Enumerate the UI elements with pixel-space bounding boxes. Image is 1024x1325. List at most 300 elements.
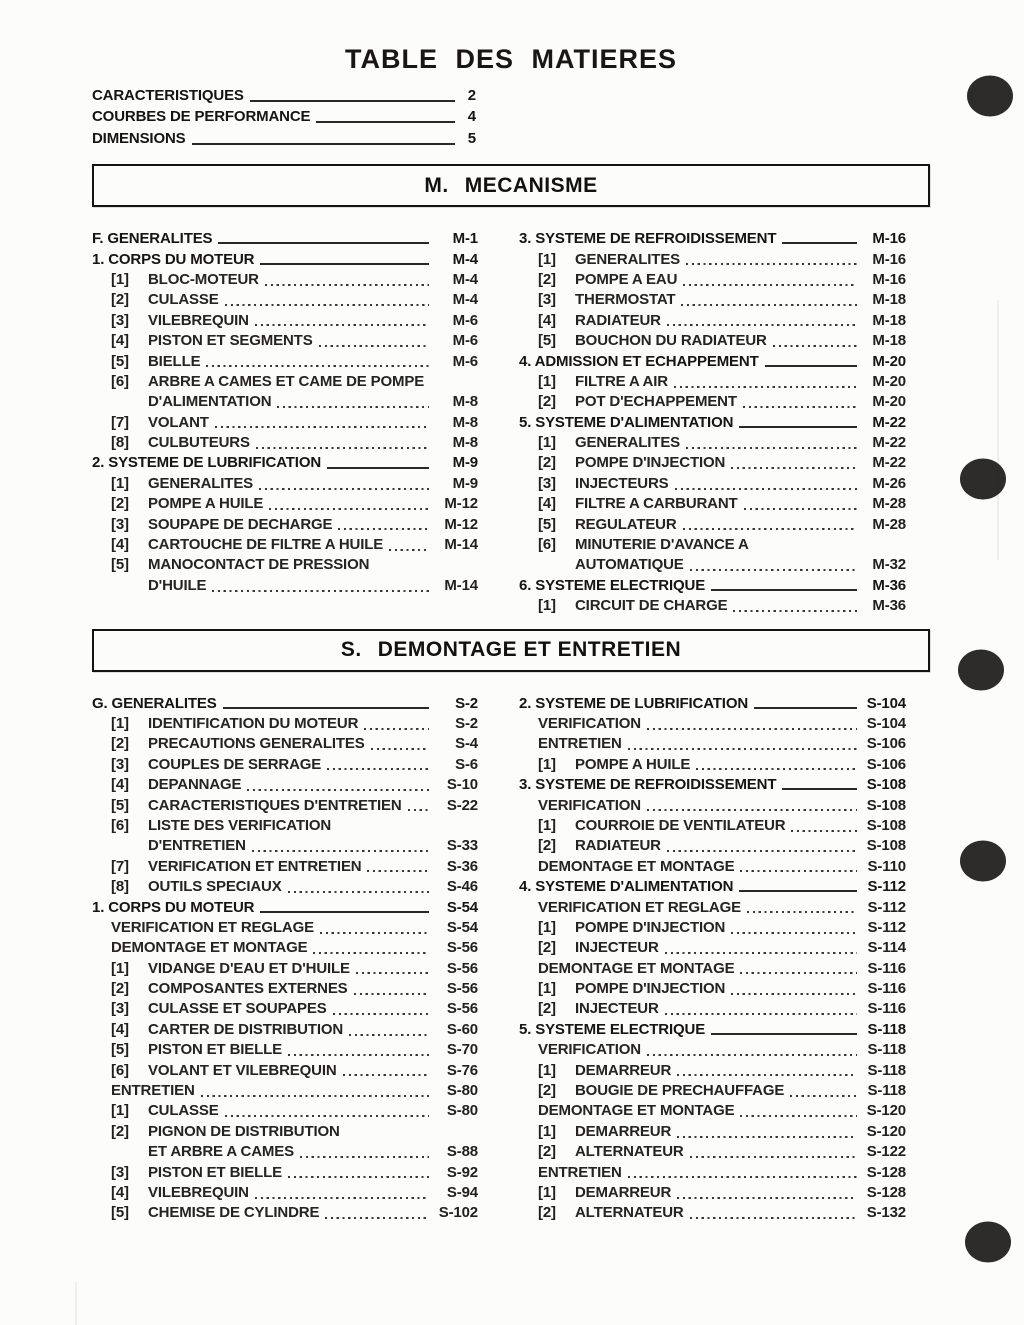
dotted-leader <box>731 454 857 474</box>
dotted-leader <box>389 536 429 556</box>
entry-page-number: M-8 <box>452 413 478 431</box>
entry-page-number: S-102 <box>438 1204 478 1222</box>
entry-page-number: M-28 <box>872 515 906 533</box>
entry-label: CULASSE <box>148 1102 219 1120</box>
scan-artifact <box>997 300 999 560</box>
toc-entry <box>92 878 478 898</box>
toc-entry <box>92 434 478 454</box>
entry-page-number: S-114 <box>867 939 906 957</box>
entry-bracket-number: [1] <box>538 980 556 998</box>
entry-label: VILEBREQUIN <box>148 1183 249 1201</box>
toc-entry <box>92 475 478 495</box>
dotted-leader <box>647 1041 857 1061</box>
entry-bracket-number: [2] <box>111 735 129 753</box>
dotted-leader <box>667 312 857 332</box>
entry-page-number: M-4 <box>452 291 478 309</box>
entry-label: CIRCUIT DE CHARGE <box>575 597 728 615</box>
entry-bracket-number: [3] <box>111 755 129 773</box>
dotted-leader <box>696 756 857 776</box>
entry-label: POMPE D'INJECTION <box>575 454 726 472</box>
entry-page-number: M-36 <box>872 576 906 594</box>
entry-page-number: M-6 <box>452 352 478 370</box>
toc-entry <box>519 414 906 434</box>
entry-page-number: M-8 <box>452 434 478 452</box>
entry-label: ENTRETIEN <box>538 1163 622 1181</box>
entry-bracket-number: [2] <box>538 837 556 855</box>
entry-bracket-number: [4] <box>111 1020 129 1038</box>
toc-entry <box>92 1021 478 1041</box>
dotted-leader <box>690 1143 857 1163</box>
entry-bracket-number: [1] <box>111 714 129 732</box>
entry-label: 6. SYSTEME ELECTRIQUE <box>519 576 706 594</box>
entry-label: 1. CORPS DU MOTEUR <box>92 898 255 916</box>
section-prefix: S. <box>340 638 362 662</box>
entry-bracket-number: [8] <box>111 878 129 896</box>
entry-bracket-number: [1] <box>538 372 556 390</box>
toc-entry <box>92 332 478 352</box>
toc-entry <box>92 373 478 393</box>
dotted-leader <box>733 597 857 617</box>
dotted-leader <box>665 939 857 959</box>
toc-entry <box>519 837 906 857</box>
entry-label: 5. SYSTEME D'ALIMENTATION <box>519 413 734 431</box>
entry-bracket-number: [3] <box>111 515 129 533</box>
entry-bracket-number: [1] <box>111 1102 129 1120</box>
toc-column-right <box>519 695 906 1225</box>
entry-bracket-number: [1] <box>538 918 556 936</box>
dotted-leader <box>408 797 429 817</box>
dotted-leader <box>255 1184 429 1204</box>
entry-label: DEPANNAGE <box>148 776 242 794</box>
entry-page-number: S-60 <box>446 1020 478 1038</box>
entry-page-number: M-26 <box>872 474 906 492</box>
dotted-leader <box>215 414 429 434</box>
entry-bracket-number: [3] <box>111 1163 129 1181</box>
entry-page-number: S-104 <box>866 694 906 712</box>
entry-page-number: S-116 <box>867 959 906 977</box>
dotted-leader <box>677 1123 857 1143</box>
toc-entry <box>92 939 478 959</box>
dotted-leader <box>683 271 857 291</box>
dotted-leader <box>354 980 429 1000</box>
toc-entry <box>519 597 906 617</box>
toc-entry <box>519 1143 906 1163</box>
toc-entry <box>519 756 906 776</box>
entry-page-number: S-118 <box>867 1041 906 1059</box>
toc-entry <box>92 495 478 515</box>
dotted-leader <box>206 353 429 373</box>
entry-bracket-number: [7] <box>111 857 129 875</box>
binding-hole <box>958 650 1004 691</box>
entry-page-number: M-6 <box>452 311 478 329</box>
entry-bracket-number: [1] <box>111 270 129 288</box>
entry-bracket-number: [5] <box>538 515 556 533</box>
toc-entry <box>92 251 478 271</box>
entry-bracket-number: [1] <box>538 1061 556 1079</box>
entry-label: VERIFICATION ET REGLAGE <box>538 898 741 916</box>
entry-bracket-number: [7] <box>111 413 129 431</box>
dotted-leader <box>690 556 857 576</box>
toc-entry <box>92 735 478 755</box>
entry-bracket-number: [6] <box>111 1061 129 1079</box>
entry-label: MANOCONTACT DE PRESSION <box>148 556 370 574</box>
line-leader <box>218 230 429 250</box>
entry-page-number: M-6 <box>452 332 478 350</box>
entry-page-number: S-88 <box>446 1143 478 1161</box>
dotted-leader <box>690 1204 857 1224</box>
dotted-leader <box>333 1000 429 1020</box>
entry-bracket-number: [2] <box>538 1082 556 1100</box>
entry-label: D'ENTRETIEN <box>148 837 246 855</box>
dotted-leader <box>300 1143 429 1163</box>
entry-label: INJECTEURS <box>575 474 669 492</box>
entry-bracket-number: [2] <box>111 980 129 998</box>
page-title: TABLE DES MATIERES <box>344 44 677 74</box>
line-leader <box>327 454 429 474</box>
entry-label: POMPE A HUILE <box>148 495 264 513</box>
entry-page-number: S-2 <box>455 694 478 712</box>
dotted-leader <box>288 878 429 898</box>
toc-entry <box>92 577 478 597</box>
entry-page-number: S-6 <box>455 755 478 773</box>
entry-label: PISTON ET SEGMENTS <box>148 332 313 350</box>
entry-label: DEMONTAGE ET MONTAGE <box>111 939 308 957</box>
toc-entry <box>519 1062 906 1082</box>
toc-entry <box>92 1143 478 1163</box>
entry-bracket-number: [2] <box>111 1122 129 1140</box>
entry-label: VILEBREQUIN <box>148 311 249 329</box>
entry-label: CARTER DE DISTRIBUTION <box>148 1020 344 1038</box>
toc-entry <box>519 454 906 474</box>
entry-page-number: S-56 <box>446 959 478 977</box>
toc-entry <box>92 1000 478 1020</box>
entry-bracket-number: [3] <box>111 311 129 329</box>
toc-entry <box>92 695 478 715</box>
toc-entry <box>519 715 906 735</box>
toc-entry <box>519 919 906 939</box>
entry-page-number: S-76 <box>446 1061 478 1079</box>
entry-bracket-number: [4] <box>111 536 129 554</box>
entry-page-number: S-128 <box>866 1183 906 1201</box>
entry-page-number: S-92 <box>446 1163 478 1181</box>
entry-bracket-number: [2] <box>538 1143 556 1161</box>
entry-bracket-number: [4] <box>111 332 129 350</box>
entry-label: INJECTEUR <box>575 939 659 957</box>
entry-label: 2. SYSTEME DE LUBRIFICATION <box>519 694 749 712</box>
entry-bracket-number: [1] <box>538 597 556 615</box>
toc-entry <box>92 1184 478 1204</box>
entry-label: THERMOSTAT <box>575 291 676 309</box>
entry-page-number: S-104 <box>866 714 906 732</box>
entry-bracket-number: [1] <box>538 434 556 452</box>
entry-page-number: S-54 <box>446 918 478 936</box>
entry-page-number: S-33 <box>446 837 478 855</box>
entry-bracket-number: [8] <box>111 434 129 452</box>
toc-entry <box>92 960 478 980</box>
toc-column-right <box>519 230 906 617</box>
entry-page-number: M-20 <box>872 372 906 390</box>
toc-entry <box>519 536 906 556</box>
entry-label: DEMARREUR <box>575 1061 672 1079</box>
dotted-leader <box>628 1164 857 1184</box>
section-title: MECANISME <box>464 173 598 197</box>
entry-page-number: S-4 <box>455 735 478 753</box>
entry-label: POMPE A HUILE <box>575 755 691 773</box>
entry-page-number: S-112 <box>867 918 906 936</box>
entry-bracket-number: [3] <box>538 474 556 492</box>
dotted-leader <box>225 1102 429 1122</box>
toc-entry <box>519 251 906 271</box>
entry-label: OUTILS SPECIAUX <box>148 878 282 896</box>
dotted-leader <box>647 797 857 817</box>
entry-label: VERIFICATION <box>538 1041 641 1059</box>
entry-label: CARTOUCHE DE FILTRE A HUILE <box>148 536 384 554</box>
entry-label: ARBRE A CAMES ET CAME DE POMPE <box>148 372 425 390</box>
line-leader <box>192 130 455 151</box>
dotted-leader <box>259 475 429 495</box>
dotted-leader <box>343 1062 429 1082</box>
toc-entry <box>519 797 906 817</box>
entry-label: 2. SYSTEME DE LUBRIFICATION <box>92 454 322 472</box>
entry-page-number: S-108 <box>866 816 906 834</box>
entry-page-number: M-9 <box>452 454 478 472</box>
dotted-leader <box>677 1062 857 1082</box>
toc-entry <box>92 776 478 796</box>
entry-page-number: S-106 <box>866 735 906 753</box>
entry-page-number: S-120 <box>866 1102 906 1120</box>
dotted-leader <box>674 373 857 393</box>
dotted-leader <box>255 312 429 332</box>
entry-page-number: M-1 <box>452 230 478 248</box>
toc-entry <box>92 536 478 556</box>
entry-page-number: M-22 <box>872 454 906 472</box>
entry-label: COURROIE DE VENTILATEUR <box>575 816 786 834</box>
dotted-leader <box>675 475 857 495</box>
entry-page-number: S-118 <box>867 1020 906 1038</box>
entry-page-number: S-46 <box>446 878 478 896</box>
entry-page-number: S-108 <box>866 796 906 814</box>
entry-label: GENERALITES <box>575 434 681 452</box>
toc-entry <box>519 1164 906 1184</box>
toc-entry <box>92 271 478 291</box>
dotted-leader <box>320 919 429 939</box>
entry-label: RADIATEUR <box>575 837 661 855</box>
entry-page-number: S-80 <box>446 1102 478 1120</box>
entry-bracket-number: [2] <box>111 495 129 513</box>
entry-label: ALTERNATEUR <box>575 1204 684 1222</box>
entry-label: 3. SYSTEME DE REFROIDISSEMENT <box>519 230 777 248</box>
toc-entry <box>519 312 906 332</box>
entry-bracket-number: [5] <box>111 1204 129 1222</box>
entry-bracket-number: [1] <box>111 959 129 977</box>
entry-page-number: S-56 <box>446 939 478 957</box>
entry-label: COUPLES DE SERRAGE <box>148 755 322 773</box>
line-leader <box>260 251 429 271</box>
dotted-leader <box>265 271 429 291</box>
line-leader <box>223 695 429 715</box>
entry-label: LISTE DES VERIFICATION <box>148 816 332 834</box>
entry-label: BIELLE <box>148 352 201 370</box>
dotted-leader <box>338 516 429 536</box>
section-demontage-columns <box>92 695 930 1225</box>
entry-page-number: M-22 <box>872 434 906 452</box>
entry-label: ENTRETIEN <box>111 1082 195 1100</box>
entry-label: POMPE D'INJECTION <box>575 980 726 998</box>
toc-entry <box>519 776 906 796</box>
entry-page-number: M-32 <box>872 556 906 574</box>
toc-entry <box>92 516 478 536</box>
entry-page-number: S-80 <box>446 1082 478 1100</box>
entry-page-number: S-116 <box>867 980 906 998</box>
entry-label: AUTOMATIQUE <box>575 556 684 574</box>
toc-entry <box>92 291 478 311</box>
toc-entry <box>519 980 906 1000</box>
toc-entry <box>519 230 906 250</box>
entry-page-number: M-16 <box>872 250 906 268</box>
entry-label: CULASSE <box>148 291 219 309</box>
toc-entry <box>92 414 478 434</box>
dotted-leader <box>744 495 857 515</box>
entry-label: 4. ADMISSION ET ECHAPPEMENT <box>519 352 759 370</box>
entry-bracket-number: [2] <box>538 393 556 411</box>
entry-label: POMPE A EAU <box>575 270 678 288</box>
toc-entry <box>519 1021 906 1041</box>
toc-entry <box>519 556 906 576</box>
line-leader <box>316 108 455 129</box>
binding-hole <box>965 1222 1011 1263</box>
toc-entry <box>519 1184 906 1204</box>
entry-label: F. GENERALITES <box>92 230 213 248</box>
entry-bracket-number: [6] <box>111 372 129 390</box>
entry-label: COURBES DE PERFORMANCE <box>92 108 311 126</box>
entry-label: GENERALITES <box>575 250 681 268</box>
entry-page-number: S-118 <box>867 1082 906 1100</box>
entry-page-number: S-70 <box>446 1041 478 1059</box>
entry-label: VIDANGE D'EAU ET D'HUILE <box>148 959 350 977</box>
toc-entry <box>92 87 476 108</box>
toc-entry <box>92 556 478 576</box>
dotted-leader <box>325 1204 429 1224</box>
entry-page-number: M-4 <box>452 270 478 288</box>
entry-page-number: S-128 <box>866 1163 906 1181</box>
entry-label: 4. SYSTEME D'ALIMENTATION <box>519 878 734 896</box>
entry-bracket-number: [1] <box>538 755 556 773</box>
entry-page-number: M-14 <box>444 576 478 594</box>
toc-entry <box>92 1062 478 1082</box>
toc-entry <box>519 878 906 898</box>
line-leader <box>765 353 857 373</box>
line-leader <box>739 414 857 434</box>
entry-label: ALTERNATEUR <box>575 1143 684 1161</box>
toc-entry <box>519 899 906 919</box>
toc-entry <box>92 393 478 413</box>
toc-entry <box>92 1164 478 1184</box>
entry-label: 1. CORPS DU MOTEUR <box>92 250 255 268</box>
toc-entry <box>92 817 478 837</box>
entry-label: FILTRE A AIR <box>575 372 668 390</box>
entry-page-number: M-18 <box>872 332 906 350</box>
dotted-leader <box>349 1021 429 1041</box>
scan-artifact <box>75 1282 77 1325</box>
toc-entry <box>519 332 906 352</box>
toc-entry <box>519 577 906 597</box>
entry-bracket-number: [2] <box>538 1000 556 1018</box>
entry-page-number: S-118 <box>867 1061 906 1079</box>
toc-entry <box>519 353 906 373</box>
dotted-leader <box>356 960 429 980</box>
entry-label: REGULATEUR <box>575 515 677 533</box>
entry-page-number: S-120 <box>866 1122 906 1140</box>
entry-label: DEMONTAGE ET MONTAGE <box>538 1102 735 1120</box>
entry-label: DEMONTAGE ET MONTAGE <box>538 857 735 875</box>
entry-page-number: M-22 <box>872 413 906 431</box>
entry-bracket-number: [1] <box>538 816 556 834</box>
entry-label: IDENTIFICATION DU MOTEUR <box>148 714 359 732</box>
entry-label: CULBUTEURS <box>148 434 250 452</box>
dotted-leader <box>686 251 857 271</box>
entry-label: PISTON ET BIELLE <box>148 1041 283 1059</box>
entry-bracket-number: [1] <box>538 1122 556 1140</box>
entry-label: VERIFICATION <box>538 796 641 814</box>
entry-page-number: S-116 <box>867 1000 906 1018</box>
entry-label: FILTRE A CARBURANT <box>575 495 738 513</box>
entry-label: CHEMISE DE CYLINDRE <box>148 1204 320 1222</box>
toc-entry <box>92 1082 478 1102</box>
toc-entry <box>519 858 906 878</box>
toc-entry <box>92 980 478 1000</box>
line-leader <box>782 776 857 796</box>
entry-label: CULASSE ET SOUPAPES <box>148 1000 327 1018</box>
entry-page-number: M-12 <box>444 495 478 513</box>
entry-bracket-number: [4] <box>538 311 556 329</box>
entry-label: BLOC-MOTEUR <box>148 270 259 288</box>
line-leader <box>782 230 857 250</box>
entry-label: DEMONTAGE ET MONTAGE <box>538 959 735 977</box>
entry-bracket-number: [1] <box>538 1183 556 1201</box>
entry-page-number: S-108 <box>866 776 906 794</box>
entry-bracket-number: [1] <box>538 250 556 268</box>
entry-page-number: M-16 <box>872 230 906 248</box>
toc-column-left <box>92 230 478 617</box>
dotted-leader <box>288 1164 429 1184</box>
toc-entry <box>92 454 478 474</box>
dotted-leader <box>665 1000 857 1020</box>
entry-label: BOUCHON DU RADIATEUR <box>575 332 767 350</box>
toc-entry <box>519 434 906 454</box>
entry-label: G. GENERALITES <box>92 694 217 712</box>
dotted-leader <box>201 1082 429 1102</box>
entry-bracket-number: [4] <box>538 495 556 513</box>
line-leader <box>260 899 429 919</box>
dotted-leader <box>686 434 857 454</box>
entry-page-number: S-54 <box>446 898 478 916</box>
toc-entry <box>519 1204 906 1224</box>
entry-label: POMPE D'INJECTION <box>575 918 726 936</box>
toc-entry <box>92 899 478 919</box>
toc-entry <box>519 1041 906 1061</box>
toc-entry <box>92 230 478 250</box>
entry-page-number: M-12 <box>444 515 478 533</box>
entry-label: DIMENSIONS <box>92 129 186 147</box>
dotted-leader <box>740 1102 857 1122</box>
entry-page-number: S-110 <box>867 857 906 875</box>
toc-entry <box>92 353 478 373</box>
toc-entry <box>519 291 906 311</box>
entry-label: PRECAUTIONS GENERALITES <box>148 735 365 753</box>
entry-label: VOLANT ET VILEBREQUIN <box>148 1061 337 1079</box>
entry-label: RADIATEUR <box>575 311 661 329</box>
entry-label: D'HUILE <box>148 576 207 594</box>
